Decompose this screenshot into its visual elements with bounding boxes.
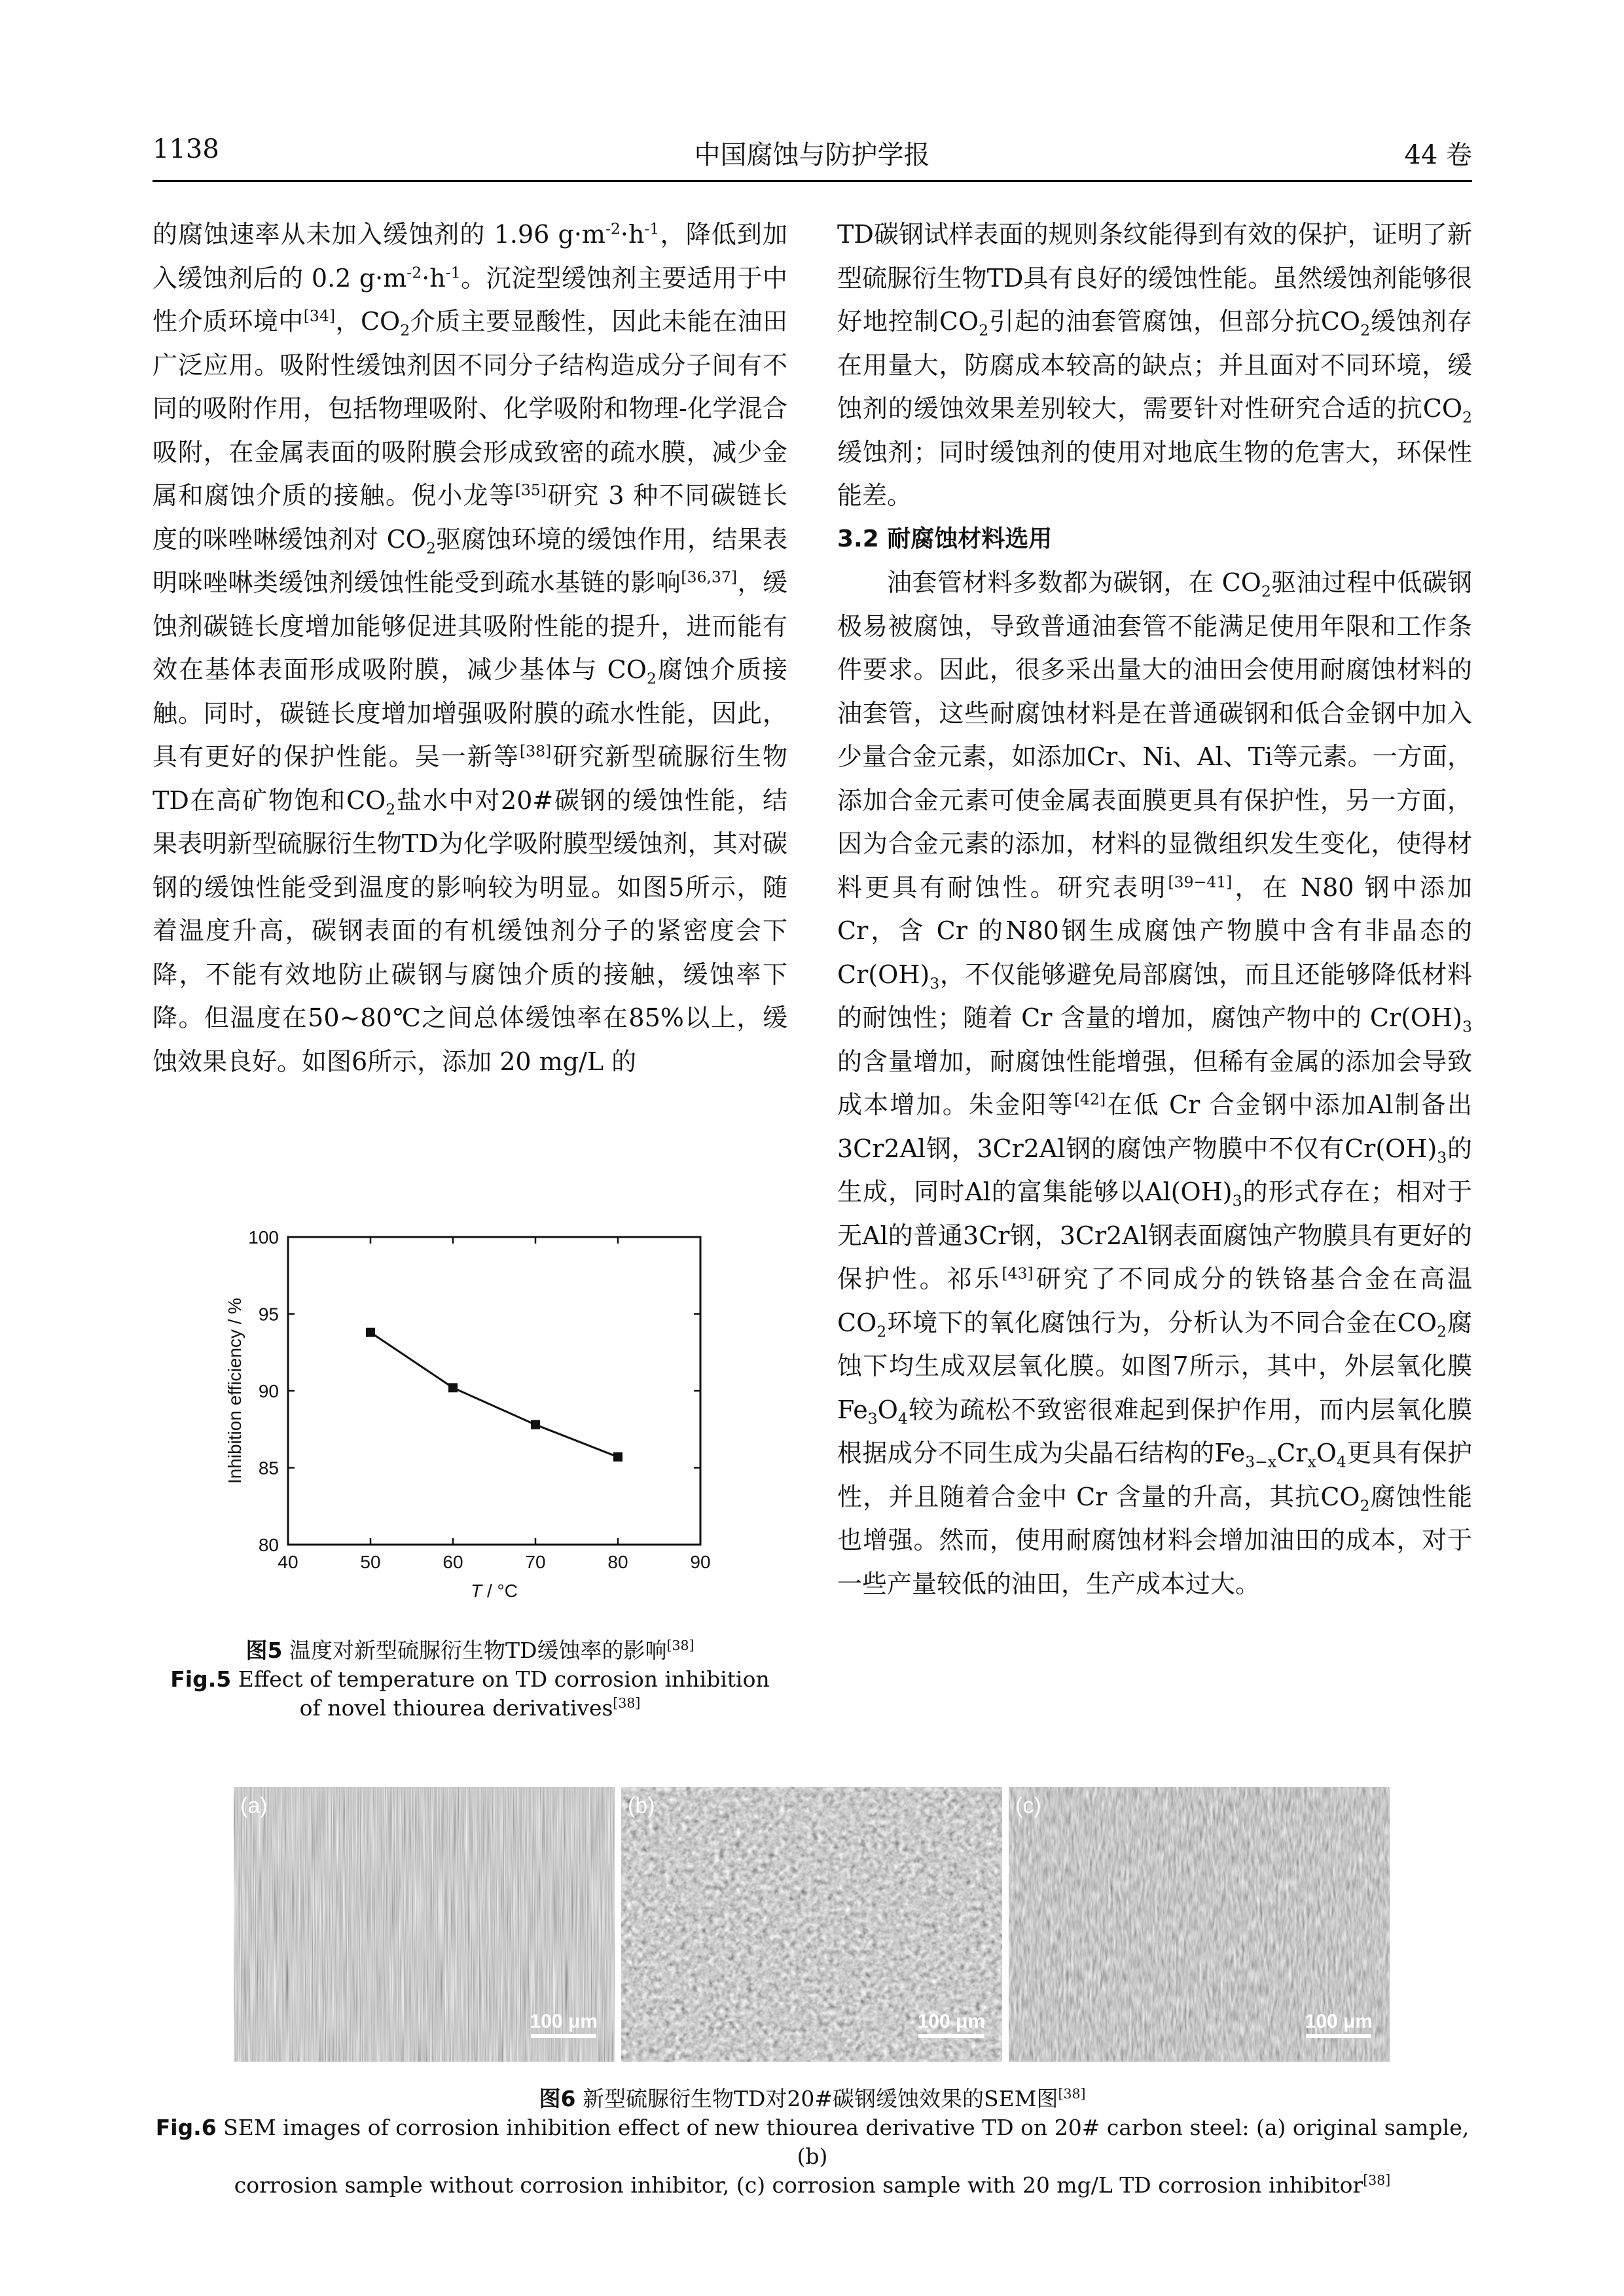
y-axis-label: Inhibition efficiency / % — [225, 1297, 245, 1484]
section-heading: 3.2 耐腐蚀材料选用 — [837, 525, 1053, 552]
y-tick-label: 95 — [258, 1304, 279, 1325]
y-tick-label: 80 — [258, 1535, 279, 1555]
right-column — [837, 213, 1472, 1605]
x-axis-label — [471, 1581, 518, 1601]
scale-bar: 100 μm — [530, 2011, 598, 2038]
fig5-caption — [153, 1636, 787, 1723]
x-tick-label: 80 — [607, 1552, 628, 1572]
x-tick-label: 40 — [278, 1552, 298, 1572]
fig6-caption-en: Fig.6 SEM images of corrosion inhibition effect of new thiourea derivative TD on 20# carbon steel: (a) original sample, (b) — [155, 2115, 1470, 2169]
fig5-caption-en: Fig.5 Effect of temperature on TD corrosion inhibition — [170, 1666, 770, 1692]
x-tick-label: 70 — [525, 1552, 546, 1572]
sem-panel-a — [234, 1787, 615, 2062]
sem-panel-b — [621, 1787, 1002, 2062]
fig5-caption-cn: 图5 温度对新型硫脲衍生物TD缓蚀率的影响[38] — [245, 1638, 695, 1663]
data-point — [366, 1328, 375, 1337]
data-point — [613, 1452, 623, 1462]
sem-panel-label: (a) — [240, 1793, 268, 1818]
x-tick-label: 60 — [442, 1552, 463, 1572]
fig5-caption-en-2: of novel thiourea derivatives[38] — [299, 1695, 641, 1721]
x-axis-label-unit: / °C — [482, 1581, 518, 1601]
fig6-caption-en-2: corrosion sample without corrosion inhibitor, (c) corrosion sample with 20 mg/L TD corrosion inhibitor[38] — [234, 2172, 1391, 2198]
y-tick-label: 100 — [248, 1227, 279, 1247]
right-paragraph-2: 油套管材料多数都为碳钢，在 $CO_2$驱油过程中低碳钢极易被腐蚀，导致普通油套管不能满足使用年限和工作条件要求。因此，很多采出量大的油田会使用耐腐蚀材料的油套管，这些耐腐蚀材料是在普通碳钢和低合金钢中加入少量合金元素，如添加Cr、Ni、Al、Ti等元素。一方面，添加合金元素可使金属表面膜更具有保护性，另一方面，因为合金元素的添加，材料的显微组织发生变化，使得材料更具有耐蚀性。研究表明[39−41]，在 N80 钢中添加 Cr，含 Cr 的N80钢生成腐蚀产物膜中含有非晶态的$Cr(OH)_3$，不仅能够避免局部腐蚀，而且还能够降低材料的耐蚀性；随着 Cr 含量的增加，腐蚀产物中的 $Cr(OH)_3$ 的含量增加，耐腐蚀性能增强，但稀有金属的添加会导致成本增加。朱金阳等[42]在低 Cr 合金钢中添加Al制备出3Cr2Al钢，3Cr2Al钢的腐蚀产物膜中不仅有$Cr(OH)_3$的生成，同时Al的富集能够以$Al(OH)_3$的形式存在；相对于无Al的普通3Cr钢，3Cr2Al钢表面腐蚀产物膜具有更好的保护性。祁乐[43]研究了不同成分的铁铬基合金在高温 $CO_2$环境下的氧化腐蚀行为，分析认为不同合金在$CO_2$腐蚀下均生成双层氧化膜。如图7所示，其中，外层氧化膜$Fe_3O_4$较为疏松不致密很难起到保护作用，而内层氧化膜根据成分不同生成为尖晶石结构的$Fe_{3-x}Cr_xO_4$更具有保护性，并且随着合金中 Cr 含量的升高，其抗$CO_2$腐蚀性能也增强。然而，使用耐腐蚀材料会增加油田的成本，对于一些产量较低的油田，生产成本过大。 — [837, 568, 1472, 1598]
scale-bar: 100 μm — [1305, 2011, 1373, 2038]
scale-bar: 100 μm — [918, 2011, 985, 2038]
page-number: 1138 — [153, 134, 219, 164]
sem-panel-label: (c) — [1015, 1793, 1041, 1818]
left-column — [153, 213, 787, 1083]
fig5-chart-svg — [216, 1217, 740, 1610]
plot-frame — [288, 1237, 700, 1545]
left-paragraph: 的腐蚀速率从未加入缓蚀剂的 1.96 $g\cdot m^{-2}\cdot h^{-1}$，降低到加入缓蚀剂后的 0.2 $g\cdot m^{-2}\cdot h^{-1}$。沉淀型缓蚀剂主要适用于中性介质环境中[34]，$CO_2$介质主要显酸性，因此未能在油田广泛应用。吸附性缓蚀剂因不同分子结构造成分子间有不同的吸附作用，包括物理吸附、化学吸附和物理-化学混合吸附，在金属表面的吸附膜会形成致密的疏水膜，减少金属和腐蚀介质的接触。倪小龙等[35]研究 3 种不同碳链长度的咪唑啉缓蚀剂对 $CO_2$驱腐蚀环境的缓蚀作用，结果表明咪唑啉类缓蚀剂缓蚀性能受到疏水基链的影响[36,37]，缓蚀剂碳链长度增加能够促进其吸附性能的提升，进而能有效在基体表面形成吸附膜，减少基体与 $CO_2$腐蚀介质接触。同时，碳链长度增加增强吸附膜的疏水性能，因此，具有更好的保护性能。吴一新等[38]研究新型硫脲衍生物TD在高矿物饱和$CO_2$盐水中对20#碳钢的缓蚀性能，结果表明新型硫脲衍生物TD为化学吸附膜型缓蚀剂，其对碳钢的缓蚀性能受到温度的影响较为明显。如图5所示，随着温度升高，碳钢表面的有机缓蚀剂分子的紧密度会下降，不能有效地防止碳钢与腐蚀介质的接触，缓蚀率下降。但温度在50~80℃之间总体缓蚀率在85%以上，缓蚀效果良好。如图6所示，添加 20 mg/L 的 — [153, 219, 787, 1076]
series-line — [370, 1333, 618, 1457]
fig6-caption-cn: 图6 新型硫脲衍生物TD对20#碳钢缓蚀效果的SEM图[38] — [539, 2086, 1086, 2111]
sem-panel-c — [1009, 1787, 1390, 2062]
x-axis-label-var: T — [471, 1581, 482, 1601]
header-rule — [153, 180, 1472, 182]
journal-title: 中国腐蚀与防护学报 — [694, 140, 930, 170]
fig6-caption — [153, 2085, 1472, 2200]
volume-label: 44 卷 — [1404, 140, 1472, 170]
sem-panel-label: (b) — [628, 1793, 655, 1818]
right-paragraph-1: TD碳钢试样表面的规则条纹能得到有效的保护，证明了新型硫脲衍生物TD具有良好的缓蚀性能。虽然缓蚀剂能够很好地控制$CO_2$引起的油套管腐蚀，但部分抗$CO_2$缓蚀剂存在用量大，防腐成本较高的缺点；并且面对不同环境，缓蚀剂的缓蚀效果差别较大，需要针对性研究合适的抗$CO_2$缓蚀剂；同时缓蚀剂的使用对地底生物的危害大，环保性能差。 — [837, 220, 1472, 510]
y-tick-label: 85 — [258, 1458, 279, 1479]
fig5-chart — [216, 1217, 740, 1610]
x-tick-label: 50 — [360, 1552, 381, 1572]
data-point — [531, 1420, 540, 1429]
y-tick-label: 90 — [258, 1381, 279, 1401]
data-point — [448, 1383, 458, 1392]
x-tick-label: 90 — [690, 1552, 711, 1572]
